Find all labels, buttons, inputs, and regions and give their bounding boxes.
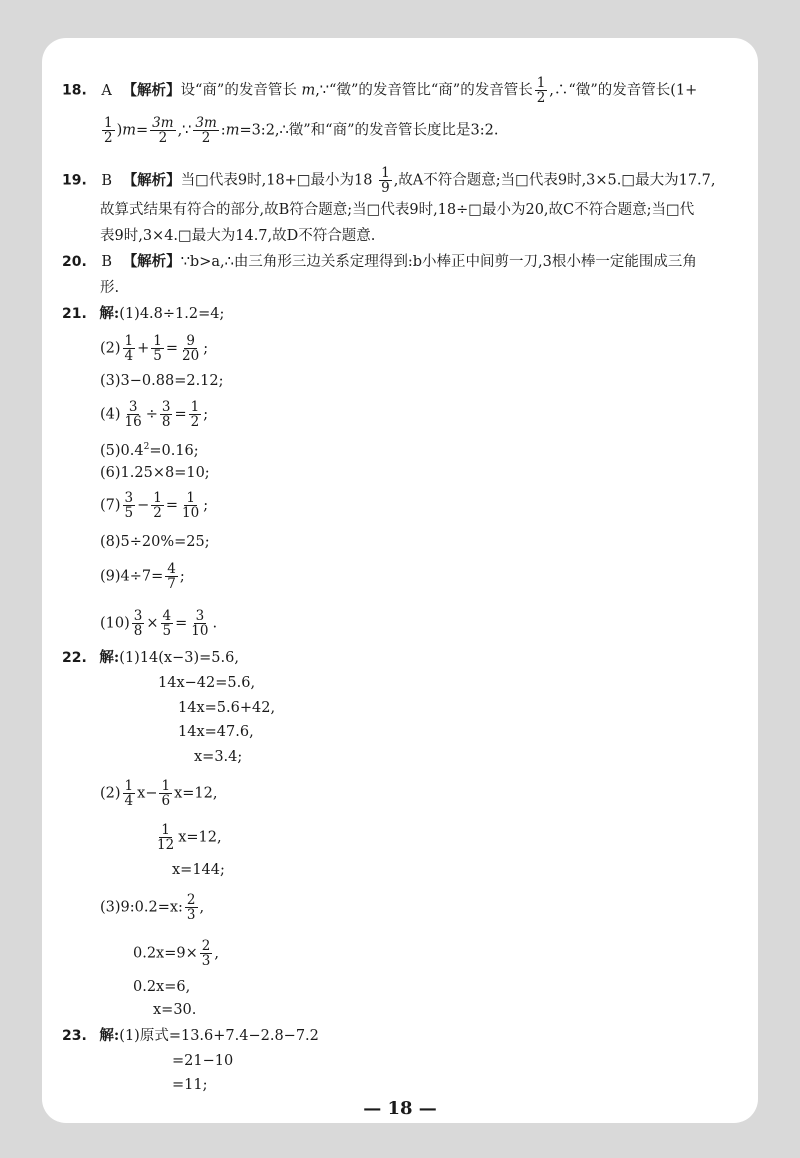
q23-line1: 23. 解:(1)原式=13.6+7.4−2.8−7.2 — [62, 1027, 319, 1044]
fraction: $\frac{2}{3}$ — [201, 938, 211, 970]
fraction: $\frac{1}{2}$ — [104, 115, 113, 147]
q18-number: 18. — [62, 82, 87, 99]
q21-part2: (2) $\frac{1}{4}$ + $\frac{1}{5}$ = $\frac{9}{20}$ ; — [100, 333, 209, 365]
q21-part7: (7) $\frac{3}{5}$ − $\frac{1}{2}$ = $\frac{1}{10}$ ; — [100, 490, 209, 522]
fraction: $\frac{1}{5}$ — [153, 333, 162, 365]
q19-line3: 表9时,3×4.□最大为14.7,故D不符合题意. — [100, 228, 376, 244]
q23-step: =21−10 — [172, 1053, 234, 1069]
fraction: $\frac{4}{5}$ — [162, 608, 172, 640]
q18-analysis-tag: 【解析】 — [122, 81, 181, 99]
q18-text: 设“商”的发音管长 — [180, 82, 297, 99]
q23-lead: 解: — [99, 1027, 120, 1044]
q22-lead: 解: — [99, 649, 120, 666]
fraction: $\frac{1}{9}$ — [381, 165, 390, 197]
q22-step: x=144; — [172, 862, 225, 878]
q22-line1: 22. 解:(1)14(x−3)=5.6, — [62, 649, 239, 666]
q22-step: 0.2x=6, — [133, 979, 191, 995]
fraction: $\frac{9}{20}$ — [182, 333, 200, 365]
fraction: $\frac{3m}{2}$ — [195, 115, 217, 147]
q19-line1 — [62, 166, 716, 195]
q22-step: 14x=5.6+42, — [178, 700, 276, 716]
q21-lead: 解: — [99, 305, 120, 322]
fraction: $\frac{4}{7}$ — [167, 561, 176, 593]
q19-answer: B — [101, 172, 113, 189]
q20-answer: B — [101, 254, 113, 270]
q22-step: x=30. — [153, 1002, 197, 1018]
q22-step: $\frac{1}{12}$ x=12, — [157, 822, 222, 854]
q21-number: 21. — [62, 306, 87, 322]
q20-text: ∵b>a,∴由三角形三边关系定理得到:b小棒正中间剪一刀,3根小棒一定能围成三角 — [180, 254, 697, 270]
q23-number: 23. — [62, 1028, 87, 1044]
fraction: $\frac{1}{2}$ — [190, 399, 200, 431]
fraction: $\frac{1}{6}$ — [161, 778, 171, 810]
q18-text: ,∵“徵”的发音管比“商”的发音管长 — [315, 82, 533, 99]
q19-line2: 故算式结果有符合的部分,故B符合题意;当□代表9时,18÷□最小为20,故C不符合题意;当□代 — [100, 202, 695, 218]
fraction: $\frac{3}{8}$ — [161, 399, 171, 431]
q19-text: 当□代表9时,18+□最小为18 — [180, 172, 373, 189]
q22-step: 0.2x=9× $\frac{2}{3}$ , — [133, 938, 219, 970]
q21-part4: (4) $\frac{3}{16}$ ÷ $\frac{3}{8}$ = $\frac{1}{2}$ ; — [100, 399, 209, 431]
fraction: $\frac{3}{5}$ — [124, 490, 134, 522]
q22-part2: (2) $\frac{1}{4}$ x− $\frac{1}{6}$ x=12, — [100, 778, 218, 810]
q22-number: 22. — [62, 650, 87, 666]
q18-text: =3:2,∴徵”和“商”的发音管长度比是3:2. — [239, 122, 499, 139]
q19-number: 19. — [62, 172, 87, 189]
q19-analysis-tag: 【解析】 — [122, 171, 181, 189]
page-number: — 18 — — [363, 1098, 437, 1119]
q23-step: =11; — [172, 1077, 208, 1093]
q20-analysis-tag: 【解析】 — [122, 253, 181, 270]
q20-number: 20. — [62, 254, 87, 270]
q22-step: 14x−42=5.6, — [158, 675, 256, 691]
q18-line1 — [62, 76, 697, 105]
fraction: $\frac{1}{2}$ — [536, 75, 546, 107]
q22-step: 14x=47.6, — [178, 724, 254, 740]
q21-part3: (3)3−0.88=2.12; — [100, 373, 224, 389]
fraction: $\frac{1}{12}$ — [157, 822, 175, 854]
fraction: $\frac{1}{4}$ — [124, 778, 134, 810]
q21-part5: $(5)0.4^2=0.16$; — [100, 442, 199, 459]
fraction: $\frac{1}{4}$ — [124, 333, 134, 365]
q18-answer: A — [101, 82, 112, 99]
q20-line1 — [62, 252, 697, 272]
fraction: $\frac{3}{8}$ — [133, 608, 143, 640]
fraction: $\frac{3}{10}$ — [191, 608, 209, 640]
fraction: $\frac{1}{10}$ — [182, 490, 200, 522]
q18-text: ,∴“徵”的发音管长(1+ — [549, 82, 698, 99]
fraction: $\frac{2}{3}$ — [186, 892, 196, 924]
q22-part3: (3)9:0.2=x: $\frac{2}{3}$ , — [100, 892, 205, 924]
q21-part9: (9)4÷7= $\frac{4}{7}$ ; — [100, 561, 185, 593]
fraction: $\frac{1}{2}$ — [153, 490, 162, 522]
q18-var-m: m — [301, 82, 316, 99]
q22-step: x=3.4; — [194, 749, 243, 765]
q18-line2: $\frac{1}{2}$ )m= $\frac{3m}{2}$ ,∵ $\frac{3m}{2}$ :m=3:2,∴徵”和“商”的发音管长度比是3:2. — [104, 115, 499, 147]
q21-line1: 21. 解:(1)4.8÷1.2=4; — [62, 305, 225, 322]
q21-part6: (6)1.25×8=10; — [100, 465, 210, 481]
q21-part8: (8)5÷20%=25; — [100, 534, 210, 550]
fraction: $\frac{3}{16}$ — [124, 399, 142, 431]
q20-line2: 形. — [100, 280, 120, 296]
fraction: $\frac{3m}{2}$ — [152, 115, 174, 147]
q19-text: ,故A不符合题意;当□代表9时,3×5.□最大为17.7, — [393, 172, 716, 189]
q21-part10: (10) $\frac{3}{8}$ × $\frac{4}{5}$ = $\frac{3}{10}$ . — [100, 608, 218, 640]
